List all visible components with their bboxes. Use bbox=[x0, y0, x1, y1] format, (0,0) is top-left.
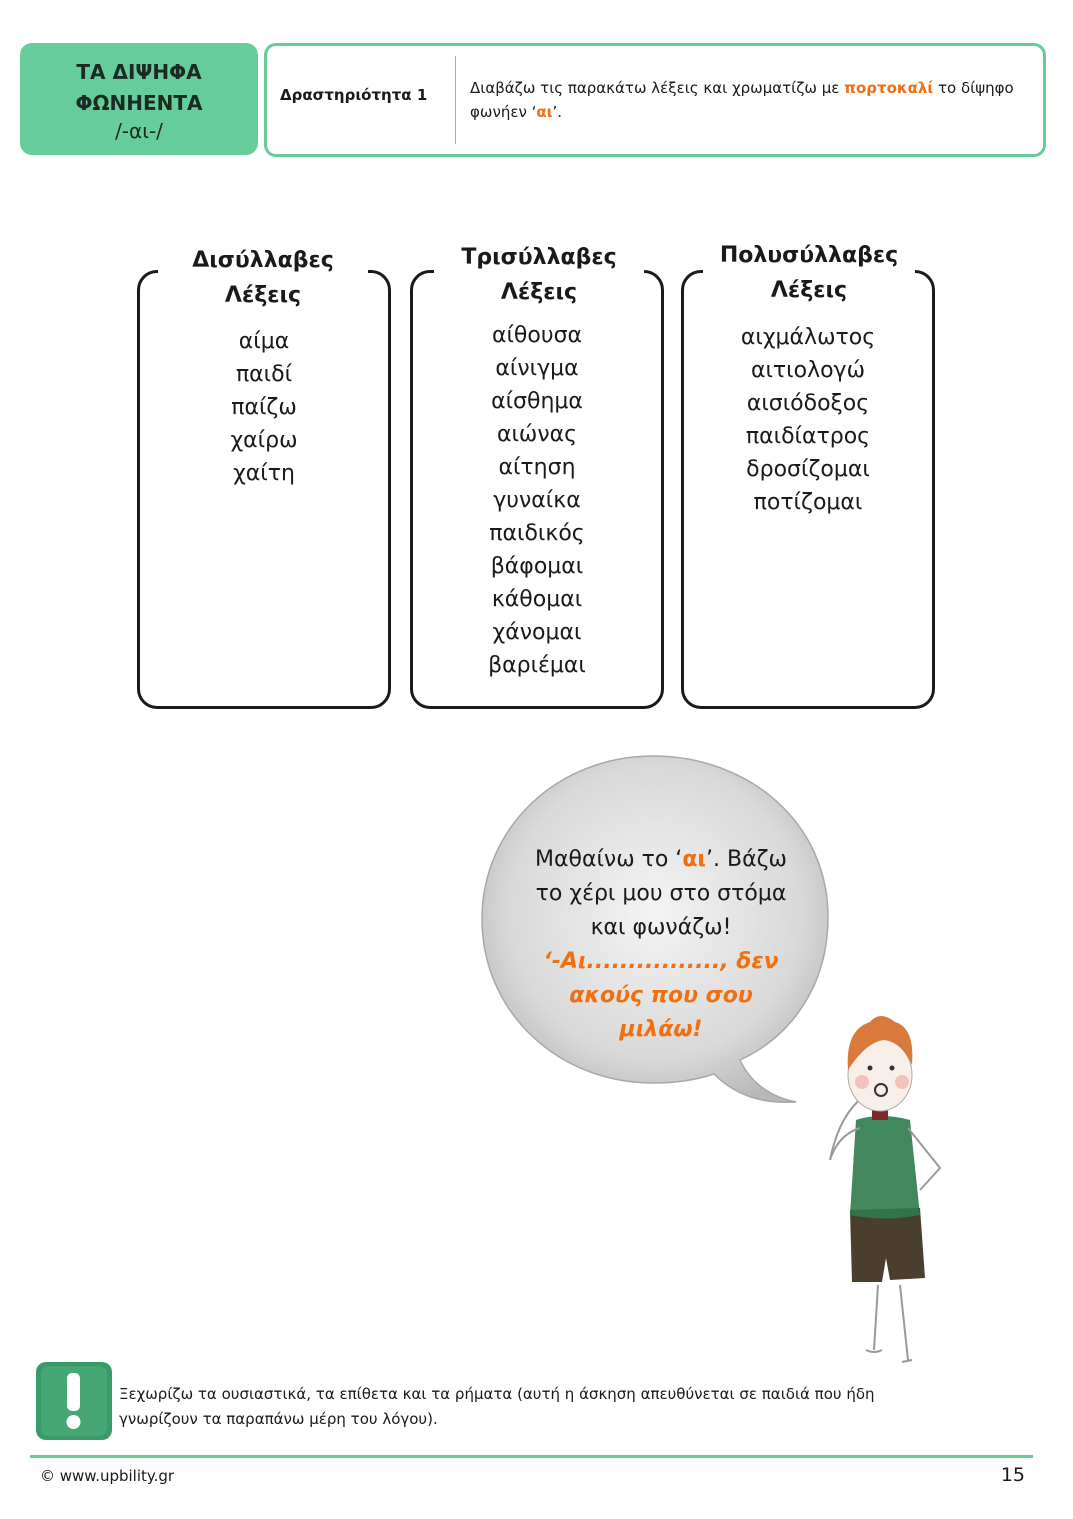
column-heading-trisyllabic bbox=[434, 240, 644, 310]
word-item: αίτηση bbox=[498, 455, 576, 480]
word-item: χαίρω bbox=[230, 428, 298, 453]
activity-instruction bbox=[470, 76, 1020, 124]
word-item: παιδί bbox=[235, 362, 293, 387]
topic-title-line1: ΤΑ ΔΙΨΗΦΑ bbox=[76, 60, 202, 84]
word-item: αιχμάλωτος bbox=[740, 325, 876, 350]
activity-box bbox=[264, 43, 1046, 157]
activity-divider bbox=[455, 56, 456, 144]
word-item: αίσθημα bbox=[491, 389, 583, 414]
activity-label: Δραστηριότητα 1 bbox=[280, 86, 428, 104]
word-list-polysyllabic bbox=[684, 321, 932, 519]
word-list-trisyllabic bbox=[413, 319, 661, 682]
heading-line1: Τρισύλλαβες bbox=[461, 245, 617, 270]
topic-title-line2: ΦΩΝΗΕΝΤΑ bbox=[75, 91, 203, 115]
topic-subtitle: /-αι-/ bbox=[115, 119, 163, 143]
note-line-2: γνωρίζουν τα παραπάνω μέρη του λόγου). bbox=[119, 1410, 438, 1428]
bubble-text-2: ’. Βάζω bbox=[706, 847, 787, 872]
heading-line2: Λέξεις bbox=[224, 283, 302, 308]
word-item: χαίτη bbox=[233, 461, 295, 486]
heading-line1: Πολυσύλλαβες bbox=[719, 243, 899, 268]
word-item: βάφομαι bbox=[490, 554, 584, 579]
word-item: δροσίζομαι bbox=[746, 457, 870, 482]
instruction-text-3: ’. bbox=[552, 103, 563, 121]
footer-copyright: © www.upbility.gr bbox=[40, 1467, 175, 1485]
word-item: χάνομαι bbox=[492, 620, 582, 645]
word-item: αισιόδοξος bbox=[746, 391, 870, 416]
column-box-trisyllabic bbox=[410, 270, 664, 709]
word-item: παιδικός bbox=[489, 521, 585, 546]
column-box-disyllabic bbox=[137, 270, 391, 709]
word-item: παίζω bbox=[231, 395, 297, 420]
note-line-1: Ξεχωρίζω τα ουσιαστικά, τα επίθετα και τα ρήματα (αυτή η άσκηση απευθύνεται σε παιδιά που ήδη bbox=[119, 1385, 875, 1403]
column-heading-disyllabic bbox=[158, 243, 368, 313]
bubble-digraph: αι bbox=[682, 847, 706, 872]
bubble-exclaim-2: ακούς που σου μιλάω! bbox=[569, 983, 753, 1042]
bubble-line-3: και φωνάζω! bbox=[590, 915, 732, 940]
instruction-highlight: πορτοκαλί bbox=[844, 79, 934, 97]
heading-line1: Δισύλλαβες bbox=[192, 248, 334, 273]
word-list-disyllabic bbox=[140, 325, 388, 490]
heading-line2: Λέξεις bbox=[770, 278, 848, 303]
word-item: αιτιολογώ bbox=[750, 358, 866, 383]
word-item: αίμα bbox=[238, 329, 290, 354]
word-item: αίθουσα bbox=[491, 323, 583, 348]
note-text bbox=[119, 1382, 1019, 1432]
word-item: βαριέμαι bbox=[488, 653, 586, 678]
word-item: κάθομαι bbox=[491, 587, 583, 612]
word-item: ποτίζομαι bbox=[753, 490, 863, 515]
bubble-line-1 bbox=[526, 843, 796, 877]
boy-illustration bbox=[800, 1010, 970, 1370]
exclamation-icon bbox=[35, 1361, 113, 1441]
bubble-text bbox=[526, 843, 796, 1047]
heading-line2: Λέξεις bbox=[500, 280, 578, 305]
word-item: αίνιγμα bbox=[495, 356, 579, 381]
column-box-polysyllabic bbox=[681, 270, 935, 709]
footer-divider bbox=[30, 1455, 1033, 1458]
word-item: παιδίατρος bbox=[745, 424, 871, 449]
instruction-digraph: αι bbox=[536, 103, 553, 121]
page-number: 15 bbox=[1000, 1464, 1025, 1486]
column-heading-polysyllabic bbox=[703, 238, 915, 308]
bubble-line-2: το χέρι μου στο στόμα bbox=[535, 881, 787, 906]
topic-title-box bbox=[20, 43, 258, 155]
word-item: γυναίκα bbox=[493, 488, 581, 513]
word-item: αιώνας bbox=[496, 422, 578, 447]
topic-title bbox=[20, 57, 258, 119]
bubble-text-1: Μαθαίνω το ‘ bbox=[535, 847, 683, 872]
instruction-text-1: Διαβάζω τις παρακάτω λέξεις και χρωματίζω με bbox=[470, 79, 845, 97]
bubble-exclaim-1: ‘-Αι................, δεν bbox=[543, 949, 779, 974]
instruction-text-2: το δίψηφο φωνήεν ‘ bbox=[470, 79, 1014, 121]
